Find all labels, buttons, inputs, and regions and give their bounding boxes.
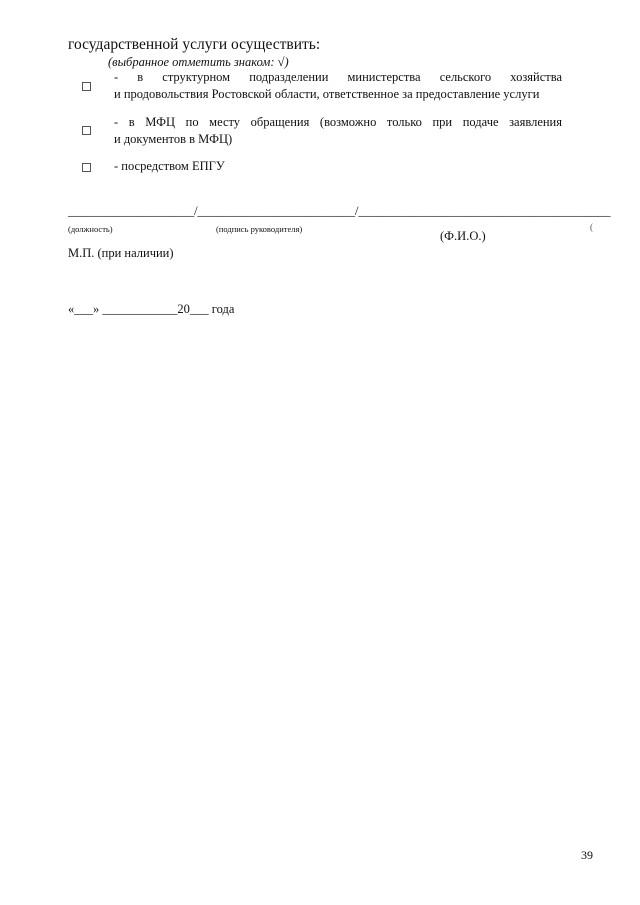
option-mfc <box>76 114 562 148</box>
section-heading: государственной услуги осуществить: <box>68 36 321 53</box>
caption-position: (должность) <box>68 224 113 234</box>
date-line: «___» ____________20___ года <box>68 302 235 316</box>
selection-hint: (выбранное отметить знаком: √) <box>108 55 289 69</box>
stamp-note: М.П. (при наличии) <box>68 246 174 260</box>
option-ministry-checkbox[interactable] <box>82 82 91 91</box>
signature-line: ____________________/_________________________/________________________________________ <box>68 203 611 218</box>
option-mfc-line-2: и документов в МФЦ) <box>114 132 233 146</box>
cropped-edge-mark: ( <box>590 222 593 232</box>
option-epgu-checkbox[interactable] <box>82 163 91 172</box>
option-ministry-line-1: - в структурном подразделении министерства сельского хозяйства <box>114 70 562 84</box>
option-mfc-line-1: - в МФЦ по месту обращения (возможно только при подаче заявления <box>114 115 562 129</box>
option-ministry <box>76 69 562 103</box>
option-epgu-line-1: - посредством ЕПГУ <box>114 159 225 173</box>
caption-fio: (Ф.И.О.) <box>440 229 486 243</box>
caption-signature: (подпись руководителя) <box>216 224 303 234</box>
option-mfc-checkbox[interactable] <box>82 126 91 135</box>
page-number: 39 <box>581 848 593 862</box>
option-epgu <box>76 158 562 175</box>
option-ministry-line-2: и продовольствия Ростовской области, ответственное за предоставление услуги <box>114 87 540 101</box>
